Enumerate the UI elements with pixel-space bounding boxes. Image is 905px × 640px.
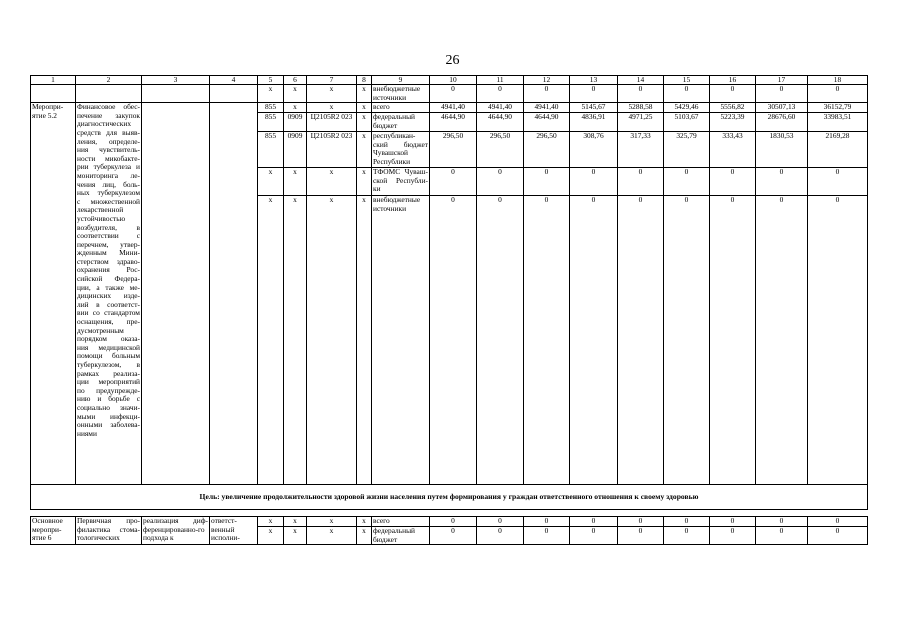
value-cell: 0 [570, 168, 618, 196]
description-line: возбудителя, в [77, 222, 140, 232]
value-cell: 4941,40 [477, 103, 524, 113]
description-line: диагностических [77, 119, 132, 129]
value-cell: 4644,90 [430, 113, 477, 132]
value-cell: 0 [477, 527, 524, 545]
value-cell: 0 [808, 196, 868, 485]
description-line: перечнем, утвер- [77, 239, 140, 249]
value-cell: 0 [664, 85, 710, 103]
code-cell: x [284, 168, 307, 196]
value-cell: 0 [430, 527, 477, 545]
description-line: оснащения, пре- [77, 317, 140, 327]
value-cell: 0 [477, 196, 524, 485]
value-cell: 0 [664, 196, 710, 485]
header-cell: 11 [477, 76, 524, 85]
empty-cell [142, 85, 210, 103]
code-cell: x [357, 132, 372, 168]
value-cell: 0 [524, 517, 570, 527]
code-cell: 0909 [284, 132, 307, 168]
value-cell: 333,43 [710, 132, 756, 168]
header-cell: 8 [357, 76, 372, 85]
description-line: по предупрежде- [77, 385, 140, 395]
budget-table [30, 75, 868, 545]
code-cell: x [284, 517, 307, 527]
description-line: нию и борьбе с [77, 394, 140, 404]
header-cell: 14 [618, 76, 664, 85]
value-cell: 0 [756, 168, 808, 196]
description-line: с множественной [77, 196, 140, 206]
value-cell: 0 [808, 85, 868, 103]
description-line: рии туберкулеза и [77, 162, 140, 172]
value-cell: 0 [756, 527, 808, 545]
value-cell: 0 [664, 517, 710, 527]
header-cell: 2 [76, 76, 142, 85]
header-cell: 13 [570, 76, 618, 85]
description-line: печение закупок [77, 110, 140, 120]
source-cell: республикан-ский бюджет Чувашской Республики [373, 131, 428, 166]
value-cell: 0 [430, 196, 477, 485]
value-cell: 4971,25 [618, 113, 664, 132]
header-cell: 7 [307, 76, 357, 85]
value-cell: 0 [710, 168, 756, 196]
empty-cell [142, 103, 210, 485]
value-cell: 0 [618, 168, 664, 196]
description-line: ния чувствитель- [77, 145, 140, 155]
source-cell: внебюджетные источники [372, 85, 430, 103]
description-line: социально значи- [77, 402, 140, 412]
spacer-cell [31, 510, 868, 517]
code-cell: x [258, 168, 284, 196]
header-cell: 6 [284, 76, 307, 85]
value-cell: 0 [477, 168, 524, 196]
value-cell: 0 [618, 196, 664, 485]
table-row [31, 103, 868, 113]
value-cell: 5103,67 [664, 113, 710, 132]
code-cell: 0909 [284, 113, 307, 132]
description-line: порядком оказа- [77, 334, 140, 344]
value-cell: 33983,51 [808, 113, 868, 132]
code-cell: x [357, 527, 372, 545]
code-cell: x [258, 85, 284, 103]
value-cell: 0 [710, 517, 756, 527]
description-line: жденным Мини- [77, 248, 140, 258]
description-line: дицинских изде- [77, 291, 140, 301]
code-cell: x [284, 196, 307, 485]
code-cell: x [357, 196, 372, 485]
goal-row [31, 485, 868, 510]
value-cell: 296,50 [524, 132, 570, 168]
code-cell: x [284, 103, 307, 113]
value-cell: 0 [756, 517, 808, 527]
code-cell: x [284, 85, 307, 103]
code-cell: 855 [258, 132, 284, 168]
code-cell: x [307, 196, 357, 485]
value-cell: 0 [710, 85, 756, 103]
description-line: мониторинга ле- [77, 170, 140, 180]
value-cell: 0 [524, 168, 570, 196]
value-cell: 4941,40 [430, 103, 477, 113]
value-cell: 0 [618, 517, 664, 527]
value-cell: 1830,53 [756, 132, 808, 168]
code-cell: x [357, 168, 372, 196]
code-cell: x [307, 517, 357, 527]
value-cell: 0 [524, 527, 570, 545]
value-cell: 317,33 [618, 132, 664, 168]
value-cell: 0 [570, 517, 618, 527]
value-cell: 0 [808, 168, 868, 196]
code-cell: x [307, 85, 357, 103]
code-cell: x [307, 168, 357, 196]
description-line: стерством здраво- [77, 256, 140, 266]
description-line: лекарственной [77, 205, 124, 215]
source-cell: федеральный бюджет [372, 527, 430, 545]
code-cell: x [307, 103, 357, 113]
source-cell: ТФОМС Чуваш-ской Республи-ки [372, 168, 430, 196]
value-cell: 308,76 [570, 132, 618, 168]
code-cell: 855 [258, 113, 284, 132]
description-line: средств для выяв- [77, 127, 140, 137]
code-cell: x [357, 103, 372, 113]
description-line: ния медицинской [77, 342, 140, 352]
page-number: 26 [445, 53, 460, 68]
value-cell: 0 [430, 168, 477, 196]
header-cell: 4 [210, 76, 258, 85]
value-cell: 0 [430, 85, 477, 103]
value-cell: 0 [808, 517, 868, 527]
code-cell: x [307, 527, 357, 545]
description-line: ниями [77, 428, 97, 438]
description-line: помощи больным [77, 351, 140, 361]
value-cell: 0 [524, 85, 570, 103]
value-cell: 30507,13 [756, 103, 808, 113]
value-cell: 0 [618, 85, 664, 103]
code-cell: x [357, 85, 372, 103]
description-line: туберкулезом, в [77, 360, 140, 369]
header-cell: 12 [524, 76, 570, 85]
source-cell: всего [372, 103, 430, 113]
value-cell: 5145,67 [570, 103, 618, 113]
value-cell: 0 [664, 527, 710, 545]
description-line: ления, определе- [77, 136, 140, 146]
value-cell: 0 [618, 527, 664, 545]
description-line: ных туберкулезом [77, 188, 140, 198]
measure-description-cell [76, 103, 142, 485]
value-cell: 4644,90 [524, 113, 570, 132]
value-cell: 36152,79 [808, 103, 868, 113]
header-cell: 1 [31, 76, 76, 85]
table-row [31, 85, 868, 103]
value-cell: 0 [477, 517, 524, 527]
code-cell: x [258, 517, 284, 527]
code-cell: x [357, 517, 372, 527]
code-cell: 855 [258, 103, 284, 113]
measure-name-cell: Меропри-ятие 5.2 [31, 103, 76, 485]
description-line: онными заболева- [77, 420, 140, 430]
source-cell: всего [372, 517, 430, 527]
description-line: ции, а также ме- [77, 282, 140, 292]
empty-cell [210, 103, 258, 485]
description-line: устойчивостью [77, 213, 126, 223]
description-line: чения лиц, боль- [77, 179, 140, 189]
value-cell: 0 [570, 85, 618, 103]
value-cell: 325,79 [664, 132, 710, 168]
code-cell: x [284, 527, 307, 545]
goal-text: Цель: увеличение продолжительности здоровой жизни населения путем формирования у граждан ответственного отношения к своему здоровью [31, 485, 868, 510]
value-cell: 0 [524, 196, 570, 485]
code-cell: x [357, 113, 372, 132]
value-cell: 0 [710, 196, 756, 485]
code-cell: Ц2105R2 023 [307, 113, 357, 132]
header-cell: 18 [808, 76, 868, 85]
value-cell: 0 [664, 168, 710, 196]
description-line: рамках реализа- [77, 368, 140, 378]
code-cell: Ц2105R2 023 [307, 132, 357, 168]
table-header [31, 76, 868, 85]
value-cell: 0 [808, 527, 868, 545]
measure-name-cell: Основное меропри-ятие 6 [31, 517, 76, 545]
source-cell: внебюджетные источники [372, 196, 430, 485]
description-line: ции мероприятий [77, 377, 140, 387]
value-cell: 0 [710, 527, 756, 545]
value-cell: 0 [756, 85, 808, 103]
source-cell: федеральный бюджет [372, 113, 430, 132]
value-cell: 5223,39 [710, 113, 756, 132]
responsible-cell: ответст-венный исполни- [210, 517, 258, 545]
description-line: вии со стандартом [77, 308, 140, 318]
header-cell: 17 [756, 76, 808, 85]
description-line: дусмотренным [77, 325, 124, 335]
description-line: ности микобакте- [77, 153, 140, 163]
empty-cell [210, 85, 258, 103]
value-cell: 4836,91 [570, 113, 618, 132]
value-cell: 0 [477, 85, 524, 103]
description-line: мыми инфекци- [77, 411, 140, 421]
value-cell: 2169,28 [808, 132, 868, 168]
header-cell: 16 [710, 76, 756, 85]
value-cell: 5429,46 [664, 103, 710, 113]
code-cell: x [258, 196, 284, 485]
value-cell: 0 [756, 196, 808, 485]
value-cell: 5556,82 [710, 103, 756, 113]
header-cell: 15 [664, 76, 710, 85]
description-line: сийской Федера- [77, 274, 140, 284]
header-cell: 9 [372, 76, 430, 85]
header-cell: 10 [430, 76, 477, 85]
description-line: лий в соответст- [77, 299, 140, 309]
description-line: соответствии с [77, 231, 140, 241]
empty-cell [76, 85, 142, 103]
spacer-row [31, 510, 868, 517]
value-cell: 4644,90 [477, 113, 524, 132]
value-cell: 5288,58 [618, 103, 664, 113]
value-cell: 0 [430, 517, 477, 527]
value-cell: 0 [570, 196, 618, 485]
header-cell: 3 [142, 76, 210, 85]
measure-description-cell: Первичная про-филактика стома-тологических [76, 517, 142, 545]
empty-cell [31, 85, 76, 103]
value-cell: 0 [570, 527, 618, 545]
header-cell: 5 [258, 76, 284, 85]
table-row [31, 517, 868, 527]
value-cell: 4941,40 [524, 103, 570, 113]
value-cell: 296,50 [430, 132, 477, 168]
value-cell: 296,50 [477, 132, 524, 168]
description-line: Финансовое обес- [77, 102, 140, 112]
measure-goal-cell: реализация диф-ференцированно-го подхода к [142, 517, 210, 545]
code-cell: x [258, 527, 284, 545]
description-line: охранения Рос- [77, 265, 140, 275]
value-cell: 28676,60 [756, 113, 808, 132]
